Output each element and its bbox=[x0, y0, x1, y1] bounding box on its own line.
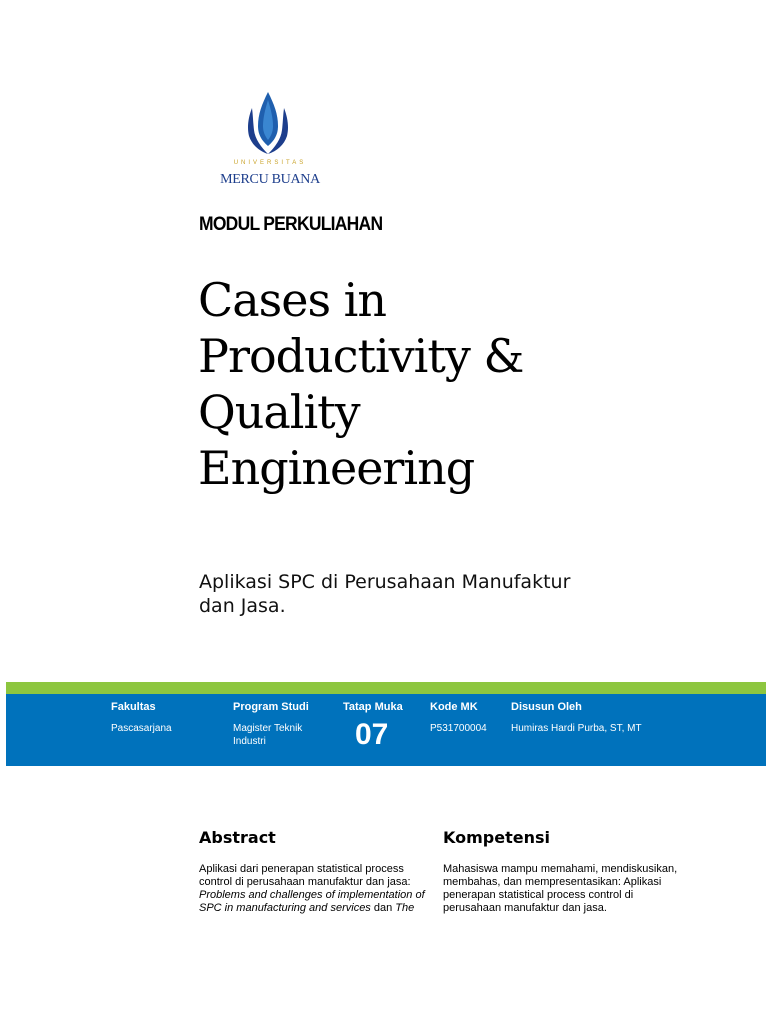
info-value: Humiras Hardi Purba, ST, MT bbox=[511, 723, 642, 734]
logo-universitas-text: UNIVERSITAS bbox=[233, 160, 307, 166]
info-label: Tatap Muka bbox=[343, 701, 403, 713]
info-value: Pascasarjana bbox=[111, 723, 172, 734]
mercu-buana-emblem-icon bbox=[244, 90, 292, 158]
logo-university-name: MERCU BUANA bbox=[220, 172, 320, 187]
info-label: Fakultas bbox=[111, 701, 156, 713]
subtitle-line: dan Jasa. bbox=[199, 595, 286, 617]
kompetensi-heading: Kompetensi bbox=[443, 828, 550, 847]
module-subtitle bbox=[199, 570, 679, 618]
module-label: MODUL PERKULIAHAN bbox=[199, 214, 383, 235]
university-logo bbox=[200, 88, 338, 192]
info-value: P531700004 bbox=[430, 723, 487, 734]
subtitle-line: Aplikasi SPC di Perusahaan Manufaktur bbox=[199, 571, 571, 593]
kompetensi-body: Mahasiswa mampu memahami, mendiskusikan, membahas, dan mempresentasikan: Aplikasi penerapan statistical process control di perusahaan manufaktur dan jasa. bbox=[443, 863, 678, 914]
accent-bar bbox=[6, 682, 766, 694]
info-session-number: 07 bbox=[355, 718, 389, 751]
course-title-line: Cases in bbox=[198, 273, 387, 327]
course-title-line: Engineering bbox=[198, 441, 475, 495]
info-label: Kode MK bbox=[430, 701, 478, 713]
course-title-line: Quality bbox=[198, 385, 360, 439]
info-label: Program Studi bbox=[233, 701, 309, 713]
info-label: Disusun Oleh bbox=[511, 701, 582, 713]
info-value: Magister Teknik Industri bbox=[233, 723, 303, 747]
course-info-bar bbox=[6, 694, 766, 766]
abstract-heading: Abstract bbox=[199, 828, 276, 847]
course-title bbox=[198, 272, 758, 496]
course-title-line: Productivity & bbox=[198, 329, 524, 383]
abstract-body: Aplikasi dari penerapan statistical process control di perusahaan manufaktur dan jasa: Problems and challenges of implementation of SPC in manufacturing and services dan The bbox=[199, 863, 425, 914]
